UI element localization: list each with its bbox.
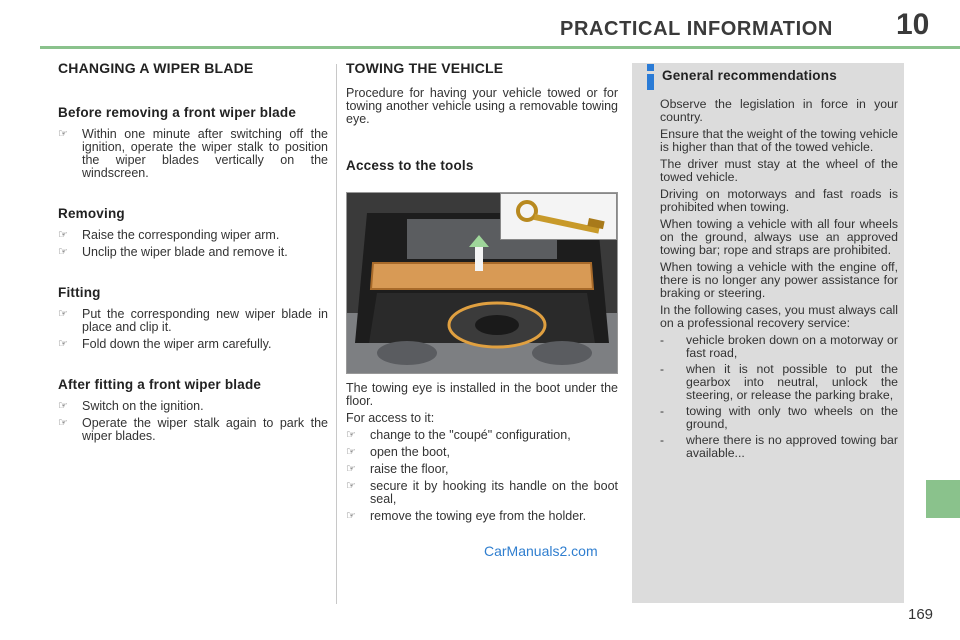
pointing-hand-icon: ☞ (58, 308, 68, 320)
info-paragraph: Driving on motorways and fast roads is prohibited when towing. (660, 187, 898, 214)
list-item: ☞ Put the corresponding new wiper blade in place and clip it. (58, 307, 328, 334)
list-after-fitting (58, 400, 328, 443)
towing-intro: Procedure for having your vehicle towed or for towing another vehicle using a removable towing eye. (346, 86, 618, 126)
chapter-number: 10 (896, 8, 930, 41)
list-item: ☞ secure it by hooking its handle on the boot seal, (346, 479, 618, 506)
list-fitting (58, 308, 328, 351)
header-rule (40, 46, 960, 49)
subheading-access-tools: Access to the tools (346, 158, 474, 173)
access-intro: For access to it: (346, 411, 435, 425)
towing-eye-inset (500, 193, 617, 240)
subheading-fitting: Fitting (58, 285, 101, 300)
list-item: - where there is no approved towing bar available... (660, 433, 898, 460)
pointing-hand-icon: ☞ (346, 463, 356, 475)
info-paragraph: In the following cases, you must always call on a professional recovery service: (660, 303, 898, 330)
page-header-title: PRACTICAL INFORMATION (560, 18, 833, 40)
towing-column (346, 62, 618, 173)
chapter-side-tab (926, 480, 960, 518)
list-before-removing (58, 128, 328, 180)
pointing-hand-icon: ☞ (346, 446, 356, 458)
pointing-hand-icon: ☞ (58, 128, 68, 140)
wiper-blade-column (58, 62, 328, 447)
towing-access-text (346, 382, 618, 527)
pointing-hand-icon: ☞ (58, 246, 68, 258)
page-number: 169 (908, 606, 934, 623)
list-item: - towing with only two wheels on the ground, (660, 404, 898, 431)
subheading-after-fitting: After fitting a front wiper blade (58, 377, 262, 392)
list-item: - vehicle broken down on a motorway or fast road, (660, 333, 898, 360)
list-item: - when it is not possible to put the gearbox into neutral, unlock the steering, or release the parking brake, (660, 362, 898, 402)
towing-eye-icon (501, 194, 616, 239)
list-item: ☞ raise the floor, (346, 462, 449, 476)
subheading-before-removing: Before removing a front wiper blade (58, 105, 297, 120)
access-steps-list (346, 429, 618, 523)
pointing-hand-icon: ☞ (58, 417, 68, 429)
info-paragraph: Observe the legislation in force in your country. (660, 97, 898, 124)
watermark-logo: CarManuals2.com (484, 543, 598, 559)
info-paragraph: Ensure that the weight of the towing vehicle is higher than that of the towed vehicle. (660, 127, 898, 154)
pointing-hand-icon: ☞ (58, 229, 68, 241)
pointing-hand-icon: ☞ (58, 338, 68, 350)
pointing-hand-icon: ☞ (346, 480, 356, 492)
info-paragraph: When towing a vehicle with all four wheels on the ground, always use an approved towing bar; rope and straps are prohibited. (660, 217, 898, 257)
list-item: ☞ change to the "coupé" configuration, (346, 428, 571, 442)
towing-eye-location: The towing eye is installed in the boot under the floor. (346, 381, 618, 408)
list-item: ☞ Unclip the wiper blade and remove it. (58, 245, 288, 259)
pointing-hand-icon: ☞ (346, 429, 356, 441)
info-box-title: General recommendations (662, 68, 837, 83)
list-item: ☞ remove the towing eye from the holder. (346, 509, 587, 523)
list-removing (58, 229, 328, 259)
list-item: ☞ Within one minute after switching off the ignition, operate the wiper stalk to position the wiper blades vertically on the windscreen. (58, 127, 328, 180)
info-icon (645, 64, 655, 90)
subheading-removing: Removing (58, 206, 125, 221)
column-divider (336, 64, 337, 604)
list-item: ☞ Operate the wiper stalk again to park the wiper blades. (58, 416, 328, 443)
info-box-body (660, 98, 898, 463)
info-paragraph: The driver must stay at the wheel of the towed vehicle. (660, 157, 898, 184)
list-item: ☞ Fold down the wiper arm carefully. (58, 337, 272, 351)
pointing-hand-icon: ☞ (346, 510, 356, 522)
section-title-towing: TOWING THE VEHICLE (346, 60, 504, 76)
pointing-hand-icon: ☞ (58, 400, 68, 412)
list-item: ☞ Raise the corresponding wiper arm. (58, 228, 280, 242)
section-title-wiper: CHANGING A WIPER BLADE (58, 60, 254, 76)
list-item: ☞ Switch on the ignition. (58, 399, 204, 413)
recovery-cases-list (660, 334, 898, 460)
list-item: ☞ open the boot, (346, 445, 450, 459)
info-paragraph: When towing a vehicle with the engine off, there is no longer any power assistance for braking or steering. (660, 260, 898, 300)
